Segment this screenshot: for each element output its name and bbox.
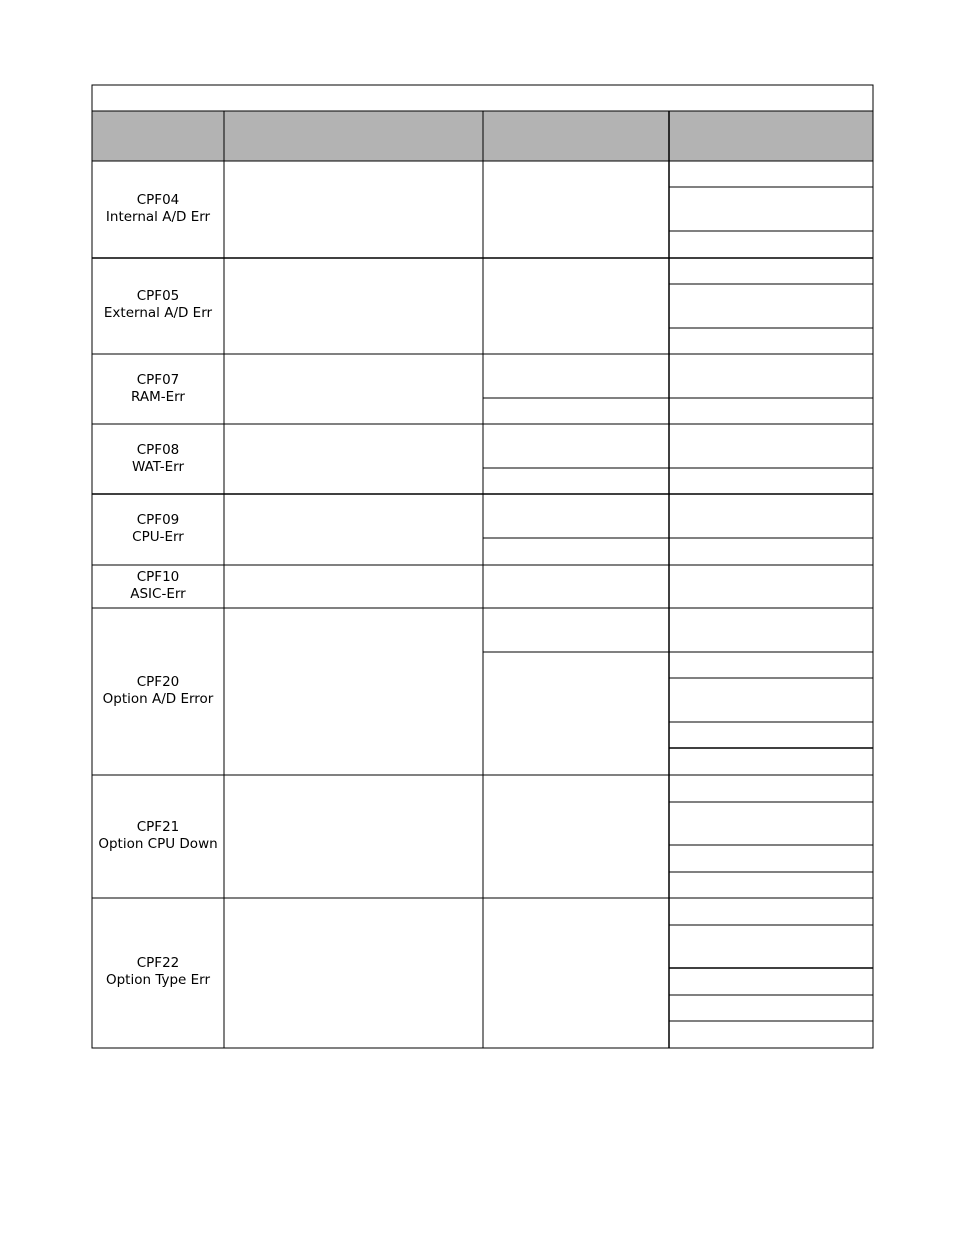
- fault-name: CPU-Err: [132, 529, 184, 545]
- fault-code-cell: [92, 819, 224, 853]
- fault-name: Option Type Err: [105, 972, 211, 988]
- fault-code: CPF05: [136, 288, 180, 304]
- fault-code: CPF21: [136, 819, 180, 835]
- fault-name: ASIC-Err: [130, 586, 186, 602]
- fault-name: External A/D Err: [103, 305, 213, 321]
- fault-code: CPF04: [136, 192, 180, 208]
- fault-code: CPF10: [136, 569, 180, 585]
- fault-code-cell: [92, 569, 224, 603]
- fault-name: Option CPU Down: [98, 836, 218, 852]
- fault-code: CPF08: [136, 442, 180, 458]
- fault-code: CPF22: [136, 955, 180, 971]
- fault-name: WAT-Err: [131, 459, 185, 475]
- fault-code: CPF20: [136, 674, 180, 690]
- fault-code: CPF09: [136, 512, 180, 528]
- fault-code-cell: [92, 288, 224, 322]
- fault-code-cell: [92, 674, 224, 708]
- fault-code-cell: [92, 372, 224, 406]
- fault-code-cell: [92, 955, 224, 989]
- fault-name: Internal A/D Err: [105, 209, 211, 225]
- fault-code: CPF07: [136, 372, 180, 388]
- fault-code-cell: [92, 192, 224, 226]
- fault-code-cell: [92, 512, 224, 546]
- fault-code-cell: [92, 442, 224, 476]
- fault-name: RAM-Err: [131, 389, 185, 405]
- fault-name: Option A/D Error: [102, 691, 214, 707]
